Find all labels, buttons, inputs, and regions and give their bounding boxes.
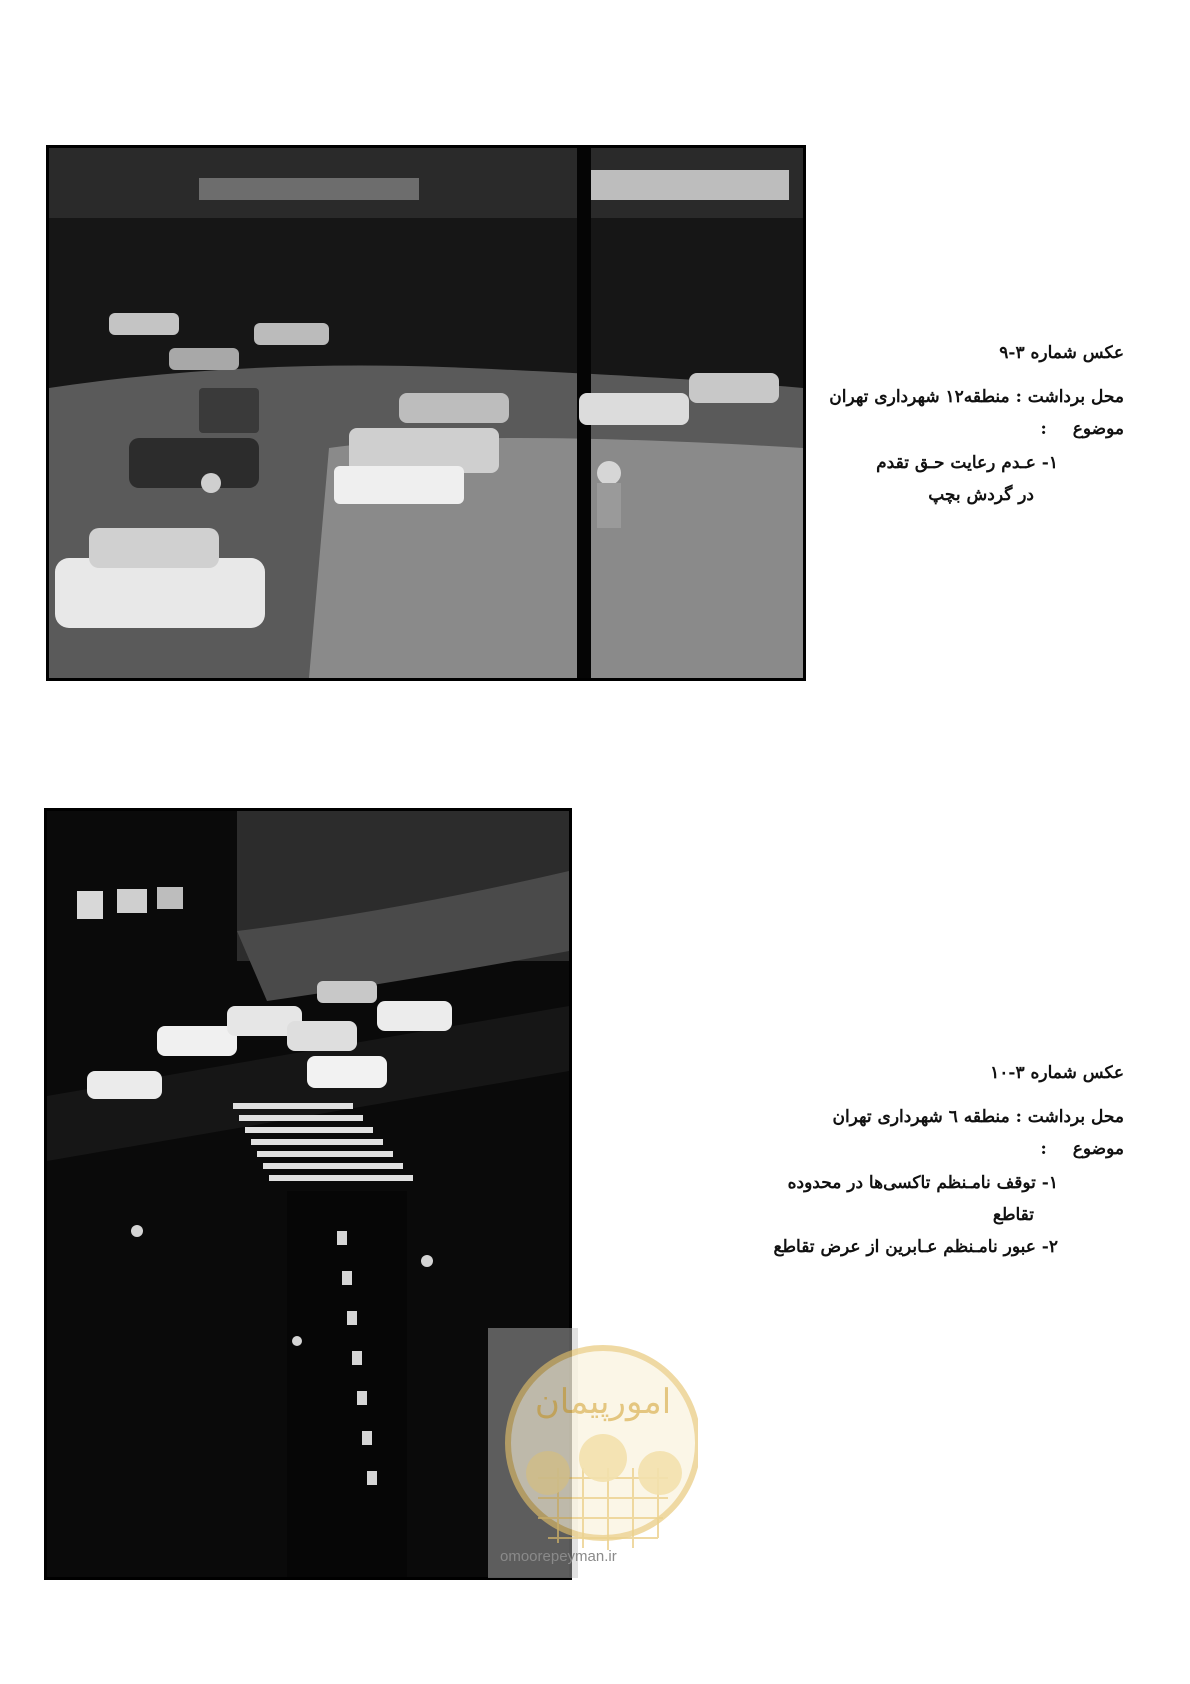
photo-caption-3-9 xyxy=(804,342,1124,516)
subject-label: موضوع xyxy=(1072,1139,1124,1160)
photo-caption-3-10 xyxy=(704,1062,1124,1269)
photo-location: محل برداشت : منطقه ٦ شهرداری تهران xyxy=(832,1107,1124,1128)
subject-item: ۱- توقف نامـنظم تاکسی‌ها در محدوده xyxy=(787,1173,1058,1194)
svg-text:امورپیمان: امورپیمان xyxy=(534,1382,672,1422)
subject-item: ۲- عبور نامـنظم عـابرین از عرض تقاطع xyxy=(773,1237,1058,1258)
subject-item: ۱- عـدم رعایت حـق تقدم xyxy=(876,453,1058,474)
subject-colon: : xyxy=(1040,419,1047,440)
photo-number: عکس شماره ۳-۱۰ xyxy=(990,1063,1124,1083)
photo-left-turn-traffic xyxy=(46,145,806,681)
subject-colon: : xyxy=(1040,1139,1047,1160)
subject-item-continuation: تقاطع xyxy=(992,1205,1034,1226)
watermark-site-text: omoorepeyman.ir xyxy=(500,1548,617,1565)
subject-label: موضوع xyxy=(1072,419,1124,440)
subject-line xyxy=(704,1138,1124,1160)
street-scene-illustration xyxy=(49,148,803,678)
subject-line xyxy=(804,418,1124,440)
photo-number: عکس شماره ۳-۹ xyxy=(999,343,1124,363)
photo-location: محل برداشت : منطقه۱۲ شهرداری تهران xyxy=(829,387,1124,408)
subject-item-continuation: در گردش بچپ xyxy=(928,485,1034,506)
watermark-logo-icon xyxy=(488,1328,698,1578)
